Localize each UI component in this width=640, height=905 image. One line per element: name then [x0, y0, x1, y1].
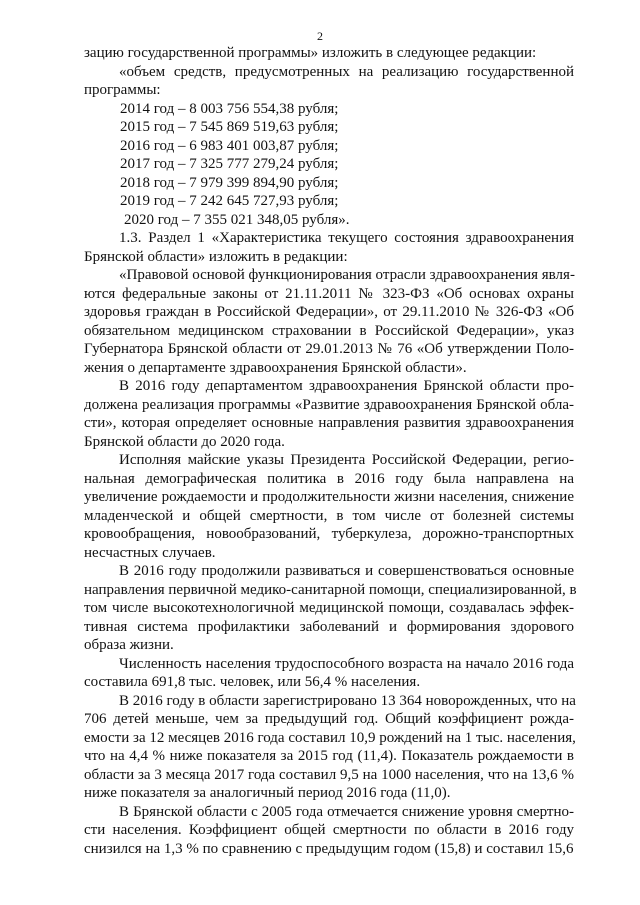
- text-line: 1.3. Раздел 1 «Характеристика текущего состояния здравоохранения: [119, 230, 574, 246]
- text-line: обязательном медицинском страховании в Российской Федерации», указ: [84, 322, 574, 339]
- text-line: жения о департаменте здравоохранения Брянской области».: [84, 359, 467, 376]
- text-line: Брянской области» изложить в редакции:: [84, 248, 348, 265]
- paragraph: [84, 44, 574, 63]
- text-line: снизился на 1,3 % по сравнению с предыдущим годом (15,8) и составил 15,6: [84, 840, 574, 857]
- text-line: В Брянской области с 2005 года отмечается снижение уровня смертно-: [119, 803, 574, 820]
- text-line: кровообращения, новообразований, туберкулеза, дорожно-транспортных: [84, 526, 574, 542]
- text-line: нальная демографическая политика в 2016 году была направлена на: [84, 470, 574, 487]
- text-line: тивная система профилактики заболеваний и формирования здорового: [84, 618, 574, 635]
- text-line: 706 детей меньше, чем за предыдущий год. Общий коэффициент рожда-: [84, 711, 574, 727]
- text-line: Численность населения трудоспособного возраста на начало 2016 года: [119, 655, 574, 672]
- text-line: что на 4,4 % ниже показателя за 2015 год (11,4). Показатель рождаемости в: [84, 748, 574, 764]
- budget-line: 2014 год – 8 003 756 554,38 рубля;: [120, 100, 339, 117]
- text-line: Брянской области до 2020 года.: [84, 433, 285, 450]
- text-line: «Правовой основой функционирования отрасли здравоохранения явля-: [119, 267, 575, 283]
- text-line: младенческой и общей смертности, в том числе от болезней системы: [84, 507, 574, 524]
- paragraph: [84, 229, 574, 266]
- text-line: ются федеральные законы от 21.11.2011 № 323-ФЗ «Об основах охраны: [84, 285, 574, 302]
- text-line: увеличение рождаемости и продолжительности жизни населения, снижение: [84, 489, 574, 505]
- paragraph: [84, 562, 577, 655]
- text-line: программы:: [84, 82, 161, 98]
- paragraph: [84, 266, 574, 377]
- text-line: несчастных случаев.: [84, 544, 216, 561]
- text-line: В 2016 году продолжили развиваться и совершенствоваться основные: [119, 563, 574, 579]
- paragraph: [84, 692, 574, 803]
- text-line: Исполняя майские указы Президента Российской Федерации, регио-: [119, 452, 574, 468]
- budget-line: 2017 год – 7 325 777 279,24 рубля;: [120, 156, 339, 172]
- text-line: В 2016 году департаментом здравоохранения Брянской области про-: [119, 378, 574, 394]
- paragraph: [84, 451, 574, 562]
- text-line: ниже показателя за аналогичный период 2016 года (11,0).: [84, 785, 451, 801]
- text-line: емости за 12 месяцев 2016 года составил 10,9 рождений на 1 тыс. населения,: [84, 729, 576, 746]
- document-body: [84, 44, 577, 858]
- text-line: сти», которая определяет основные направления развития здравоохранения: [84, 415, 574, 431]
- paragraph: [84, 63, 574, 100]
- page-number: 2: [317, 29, 323, 43]
- text-line: области за 3 месяца 2017 года составил 9,5 на 1000 населения, что на 13,6 %: [84, 766, 574, 783]
- paragraph: [84, 655, 574, 692]
- paragraph: [84, 803, 574, 859]
- budget-line: 2015 год – 7 545 869 519,63 рубля;: [120, 119, 339, 135]
- text-line: направления первичной медико-санитарной помощи, специализированной, в: [84, 581, 577, 598]
- text-line: том числе высокотехнологичной медицинской помощи, создавалась эффек-: [84, 600, 574, 616]
- text-line: образа жизни.: [84, 637, 174, 653]
- budget-line: 2020 год – 7 355 021 348,05 рубля».: [124, 211, 350, 228]
- budget-list: [84, 100, 574, 230]
- text-line: Губернатора Брянской области от 29.01.2013 № 76 «Об утверждении Поло-: [84, 341, 574, 357]
- budget-line: 2016 год – 6 983 401 003,87 рубля;: [120, 137, 339, 154]
- text-line: составила 691,8 тыс. человек, или 56,4 % населения.: [84, 674, 421, 690]
- text-line: сти населения. Коэффициент общей смертности по области в 2016 году: [84, 822, 574, 838]
- text-line: «объем средств, предусмотренных на реализацию государственной: [119, 63, 574, 80]
- text-line: здоровья граждан в Российской Федерации», от 29.11.2010 № 326-ФЗ «Об: [84, 304, 574, 320]
- budget-line: 2019 год – 7 242 645 727,93 рубля;: [120, 193, 339, 209]
- paragraph: [84, 377, 574, 451]
- text-line: должена реализация программы «Развитие здравоохранения Брянской обла-: [84, 396, 574, 413]
- text-line: В 2016 году в области зарегистрировано 13 364 новорожденных, что на: [119, 692, 576, 709]
- budget-line: 2018 год – 7 979 399 894,90 рубля;: [120, 174, 339, 191]
- text-line: зацию государственной программы» изложить в следующее редакции:: [84, 45, 537, 61]
